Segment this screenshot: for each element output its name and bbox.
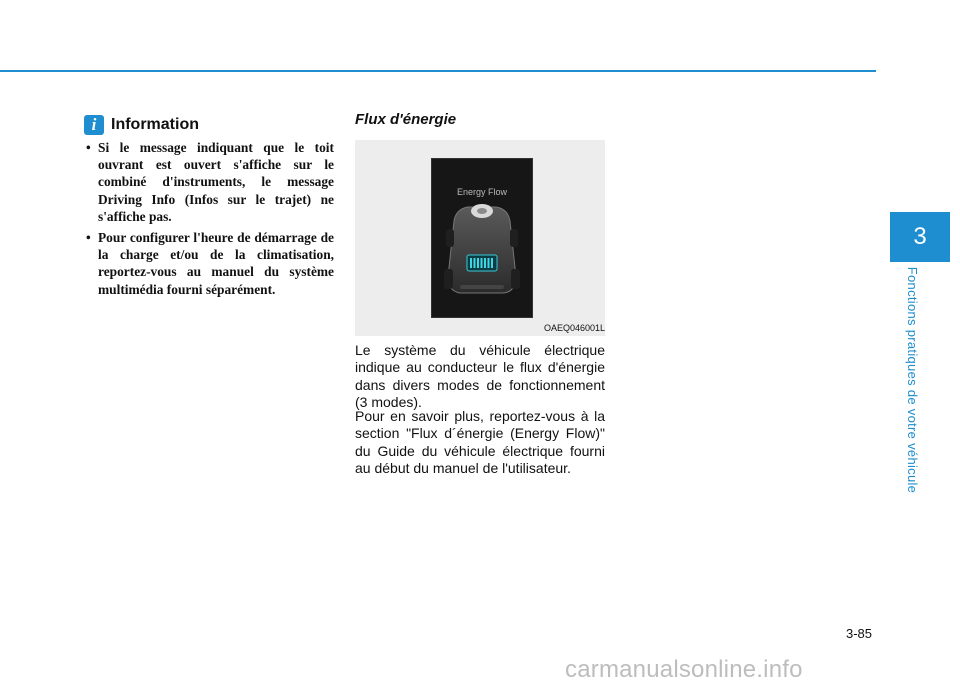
page-number: 3-85: [846, 626, 873, 641]
paragraph: Le système du véhicule électrique indique au conducteur le flux d'énergie dans divers modes de fonctionnement (3 modes).: [355, 342, 605, 411]
information-item: • Pour configurer l'heure de démarrage de la charge et/ou de la climatisation, reportez-vous au manuel du système multimédia fourni séparément.: [84, 229, 334, 298]
figure-code: OAEQ046001L: [543, 323, 605, 333]
screen-title: Energy Flow: [456, 187, 508, 197]
section-title: Flux d'énergie: [355, 111, 457, 128]
info-icon: i: [84, 115, 104, 135]
paragraph: Pour en savoir plus, reportez-vous à la section "Flux d´énergie (Energy Flow)" du Guide du véhicule électrique fourni au début du manuel de l'utilisateur.: [355, 408, 605, 477]
information-list: [84, 139, 334, 302]
information-title: Information: [111, 116, 199, 133]
watermark[interactable]: carmanualsonline.info: [565, 656, 803, 683]
energy-flow-screen: [431, 158, 533, 318]
car-illustration: [432, 159, 532, 317]
chapter-tab[interactable]: 3: [890, 212, 950, 262]
information-item: • Si le message indiquant que le toit ouvrant est ouvert s'affiche sur le combiné d'instruments, le message Driving Info (Infos sur le trajet) ne s'affiche pas.: [84, 139, 334, 225]
header-rule: [0, 70, 876, 72]
energy-flow-figure: [355, 140, 605, 336]
information-heading: [84, 113, 199, 137]
chapter-title: Fonctions pratiques de votre véhicule: [905, 266, 920, 494]
